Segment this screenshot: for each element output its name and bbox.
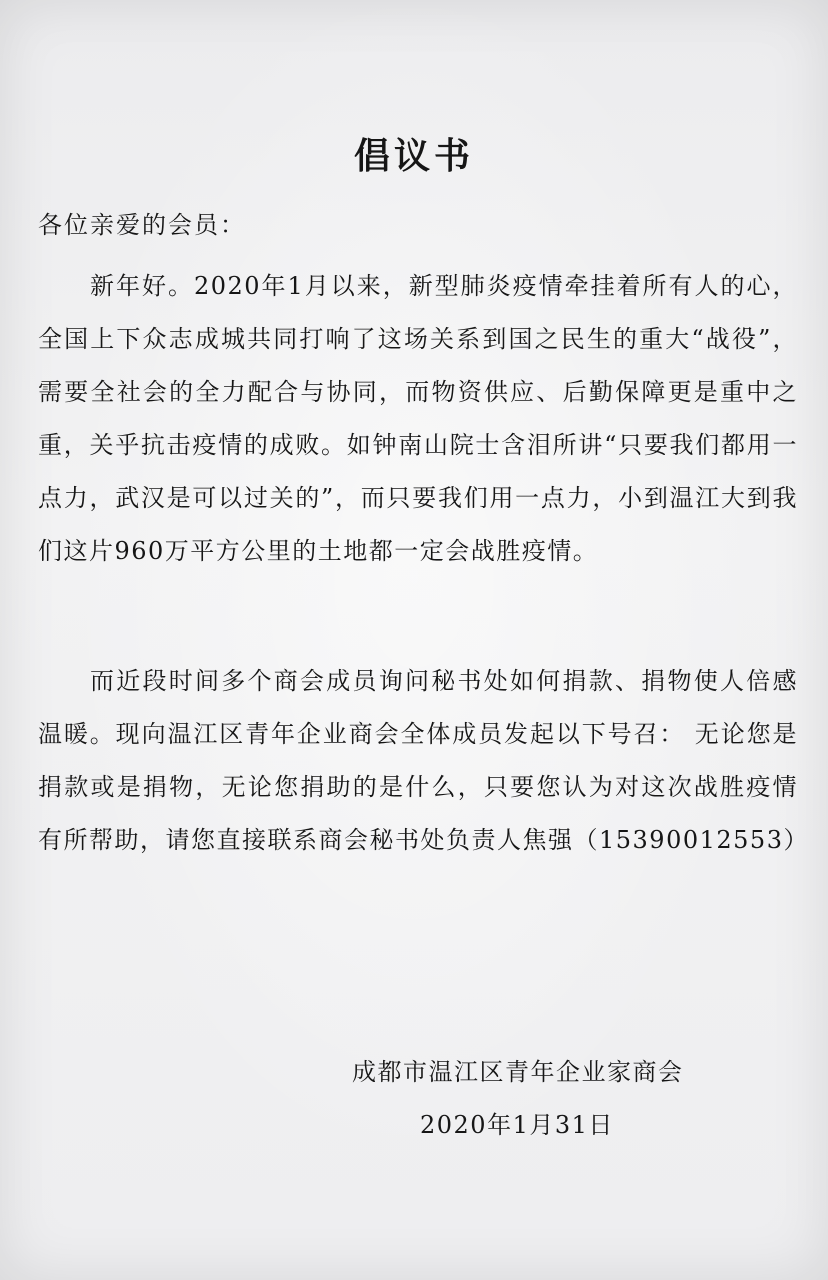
document-title: 倡议书: [353, 135, 474, 177]
signature-organization: 成都市温江区青年企业家商会: [352, 1058, 684, 1086]
body-paragraph-1: 新年好。2020年1月以来，新型肺炎疫情牵挂着所有人的心，全国上下众志成城共同打响了这场关系到国之民生的重大“战役”，需要全社会的全力配合与协同，而物资供应、后勤保障更是重中之重，关乎抗击疫情的成败。如钟南山院士含泪所讲“只要我们都用一点力，武汉是可以过关的”，而只要我们用一点力，小到温江大到我们这片960万平方公里的土地都一定会战胜疫情。: [38, 272, 798, 565]
salutation: 各位亲爱的会员：: [38, 211, 246, 239]
body-paragraph-2: 而近段时间多个商会成员询问秘书处如何捐款、捐物使人倍感温暖。现向温江区青年企业商会全体成员发起以下号召： 无论您是捐款或是捐物，无论您捐助的是什么，只要您认为对这次战胜疫情有所帮助，请您直接联系商会秘书处负责人焦强（15390012553）: [38, 667, 809, 854]
signature-date: 2020年1月31日: [420, 1111, 614, 1139]
